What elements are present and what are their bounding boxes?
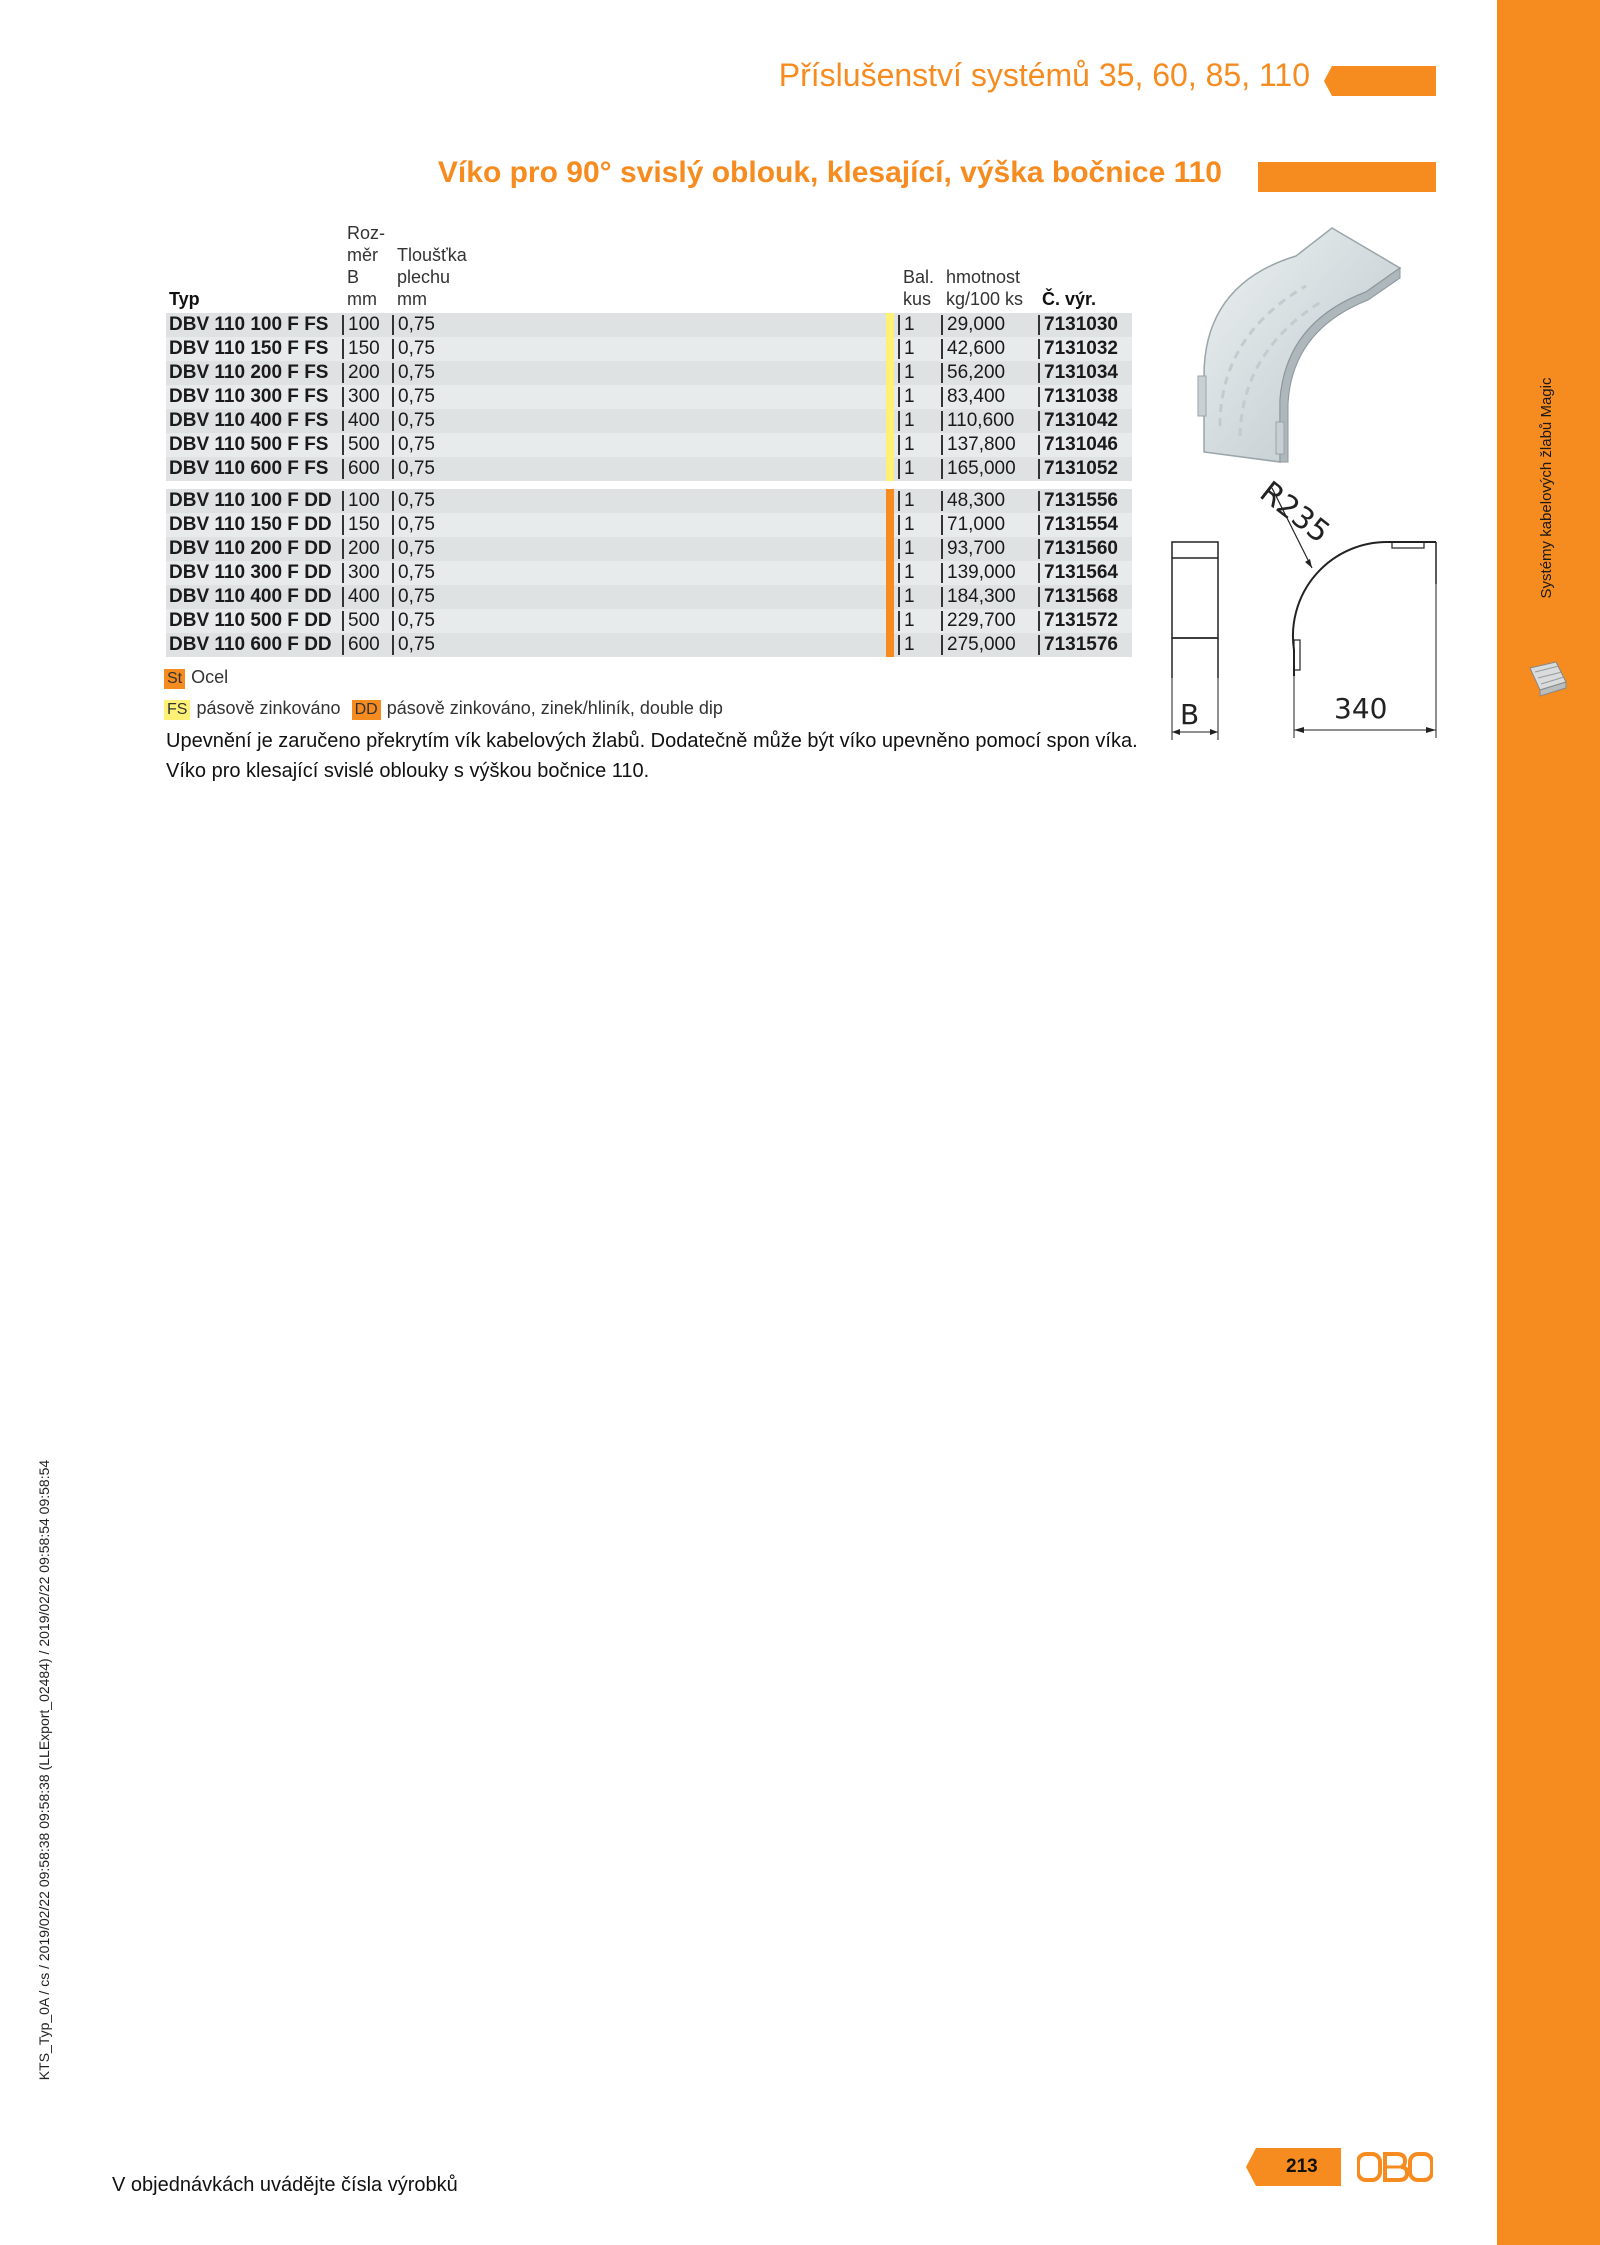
cell-article: 7131034 bbox=[1038, 363, 1118, 383]
cell-thickness: 0,75 bbox=[392, 339, 435, 359]
finish-marker-fs bbox=[886, 361, 894, 385]
description-line-2: Víko pro klesající svislé oblouky s výškou bočnice 110. bbox=[166, 760, 650, 782]
cell-dim: 100 bbox=[342, 491, 380, 511]
cell-dim: 600 bbox=[342, 459, 380, 479]
finish-marker-fs bbox=[886, 433, 894, 457]
finish-marker-dd bbox=[886, 489, 894, 513]
cell-weight: 165,000 bbox=[941, 459, 1016, 479]
cell-weight: 48,300 bbox=[941, 491, 1005, 511]
col-header-article: Č. výr. bbox=[1042, 289, 1097, 309]
cell-article: 7131038 bbox=[1038, 387, 1118, 407]
cell-qty: 1 bbox=[898, 315, 915, 335]
cell-qty: 1 bbox=[898, 411, 915, 431]
cell-type: DBV 110 400 F FS bbox=[169, 410, 329, 431]
table-row bbox=[166, 585, 1132, 609]
cell-type: DBV 110 500 F DD bbox=[169, 610, 332, 631]
cell-dim: 150 bbox=[342, 515, 380, 535]
table-row bbox=[166, 361, 1132, 385]
cell-article: 7131052 bbox=[1038, 459, 1118, 479]
cell-type: DBV 110 100 F DD bbox=[169, 490, 332, 511]
finish-marker-dd bbox=[886, 513, 894, 537]
col-header-dim-2: měr bbox=[347, 245, 378, 265]
finish-marker-dd bbox=[886, 585, 894, 609]
cell-qty: 1 bbox=[898, 539, 915, 559]
cell-dim: 100 bbox=[342, 315, 380, 335]
cell-dim: 400 bbox=[342, 411, 380, 431]
cell-thickness: 0,75 bbox=[392, 515, 435, 535]
cell-dim: 300 bbox=[342, 387, 380, 407]
cell-dim: 500 bbox=[342, 435, 380, 455]
table-row bbox=[166, 513, 1132, 537]
cell-dim: 500 bbox=[342, 611, 380, 631]
cell-type: DBV 110 300 F FS bbox=[169, 386, 329, 407]
side-band-title: Systémy kabelových žlabů Magic bbox=[1538, 377, 1555, 599]
col-header-pack-1: Bal. bbox=[903, 267, 935, 287]
section-title: Víko pro 90° svislý oblouk, klesající, výška bočnice 110 bbox=[437, 156, 1222, 189]
finish-marker-dd bbox=[886, 537, 894, 561]
cell-weight: 110,600 bbox=[941, 411, 1014, 431]
description-line-1: Upevnění je zaručeno překrytím vík kabelových žlabů. Dodatečně může být víko upevněno pomocí spon víka. bbox=[166, 730, 1138, 752]
cell-dim: 400 bbox=[342, 587, 380, 607]
finish-marker-fs bbox=[886, 337, 894, 361]
cell-type: DBV 110 500 F FS bbox=[169, 434, 329, 455]
length-label: 340 bbox=[1334, 692, 1388, 725]
cell-thickness: 0,75 bbox=[392, 635, 435, 655]
legend-label-fs: pásově zinkováno bbox=[196, 698, 341, 718]
cell-article: 7131572 bbox=[1038, 611, 1118, 631]
cell-weight: 229,700 bbox=[941, 611, 1016, 631]
col-header-thickness-1: Tloušťka bbox=[397, 245, 467, 265]
col-header-dim-1: Roz- bbox=[347, 223, 386, 243]
col-header-thickness-3: mm bbox=[397, 289, 427, 309]
table-row bbox=[166, 457, 1132, 481]
table-row bbox=[166, 337, 1132, 361]
col-header-weight-2: kg/100 ks bbox=[946, 289, 1024, 309]
cell-qty: 1 bbox=[898, 435, 915, 455]
cell-qty: 1 bbox=[898, 515, 915, 535]
radius-label: R235 bbox=[1253, 480, 1337, 551]
table-row bbox=[166, 561, 1132, 585]
cell-qty: 1 bbox=[898, 491, 915, 511]
col-header-type: Typ bbox=[169, 289, 200, 309]
col-header-weight-1: hmotnost bbox=[946, 267, 1021, 287]
legend-tag-dd: DD bbox=[352, 700, 381, 720]
cell-qty: 1 bbox=[898, 339, 915, 359]
cell-thickness: 0,75 bbox=[392, 411, 435, 431]
cell-thickness: 0,75 bbox=[392, 315, 435, 335]
col-header-thickness-2: plechu bbox=[397, 267, 451, 287]
page-number-tab bbox=[1246, 2148, 1341, 2186]
legend-tag-st: St bbox=[164, 669, 185, 689]
cell-dim: 300 bbox=[342, 563, 380, 583]
dimension-drawing bbox=[1166, 480, 1446, 751]
table-row bbox=[166, 537, 1132, 561]
col-header-pack-2: kus bbox=[903, 289, 932, 309]
cell-weight: 137,800 bbox=[941, 435, 1016, 455]
col-header-dim-3: B bbox=[347, 267, 360, 287]
table-row bbox=[166, 409, 1132, 433]
page-header-title: Příslušenství systémů 35, 60, 85, 110 bbox=[778, 57, 1310, 93]
cell-article: 7131042 bbox=[1038, 411, 1118, 431]
table-row bbox=[166, 385, 1132, 409]
cell-type: DBV 110 600 F FS bbox=[169, 458, 329, 479]
legend-finish bbox=[164, 698, 723, 720]
product-photo bbox=[1196, 226, 1410, 469]
cell-article: 7131556 bbox=[1038, 491, 1118, 511]
document-code: KTS_Typ_0A / cs / 2019/02/22 09:58:38 09:58:38 (LLExport_02484) / 2019/02/22 09:58:54 09:58:54 bbox=[36, 1459, 52, 2081]
cell-article: 7131032 bbox=[1038, 339, 1118, 359]
cell-article: 7131046 bbox=[1038, 435, 1118, 455]
cell-article: 7131030 bbox=[1038, 315, 1118, 335]
cell-dim: 200 bbox=[342, 539, 380, 559]
cell-qty: 1 bbox=[898, 459, 915, 479]
cell-type: DBV 110 150 F DD bbox=[169, 514, 332, 535]
cell-weight: 71,000 bbox=[941, 515, 1005, 535]
finish-marker-fs bbox=[886, 385, 894, 409]
cell-type: DBV 110 200 F DD bbox=[169, 538, 332, 559]
header-tab-marker bbox=[1324, 66, 1436, 101]
cell-dim: 150 bbox=[342, 339, 380, 359]
cell-weight: 42,600 bbox=[941, 339, 1005, 359]
finish-marker-fs bbox=[886, 409, 894, 433]
cell-qty: 1 bbox=[898, 635, 915, 655]
cell-thickness: 0,75 bbox=[392, 611, 435, 631]
cell-qty: 1 bbox=[898, 563, 915, 583]
cell-article: 7131554 bbox=[1038, 515, 1118, 535]
width-label: B bbox=[1180, 698, 1200, 731]
cell-weight: 29,000 bbox=[941, 315, 1005, 335]
page-number: 213 bbox=[1286, 2156, 1318, 2177]
col-header-dim-4: mm bbox=[347, 289, 377, 309]
legend-tag-fs: FS bbox=[164, 700, 190, 720]
footer-note: V objednávkách uvádějte čísla výrobků bbox=[112, 2174, 458, 2196]
table-row bbox=[166, 609, 1132, 633]
cell-weight: 83,400 bbox=[941, 387, 1005, 407]
cell-article: 7131560 bbox=[1038, 539, 1118, 559]
table-row bbox=[166, 633, 1132, 657]
cell-type: DBV 110 150 F FS bbox=[169, 338, 329, 359]
cell-dim: 600 bbox=[342, 635, 380, 655]
cell-thickness: 0,75 bbox=[392, 539, 435, 559]
cell-qty: 1 bbox=[898, 611, 915, 631]
cell-qty: 1 bbox=[898, 587, 915, 607]
cell-type: DBV 110 400 F DD bbox=[169, 586, 332, 607]
legend-label-dd: pásově zinkováno, zinek/hliník, double dip bbox=[386, 698, 723, 718]
finish-marker-fs bbox=[886, 313, 894, 337]
cell-weight: 56,200 bbox=[941, 363, 1005, 383]
obo-logo bbox=[1357, 2152, 1433, 2187]
legend-label-st: Ocel bbox=[191, 667, 229, 687]
cell-thickness: 0,75 bbox=[392, 587, 435, 607]
table-row bbox=[166, 489, 1132, 513]
cell-weight: 139,000 bbox=[941, 563, 1016, 583]
section-title-bar bbox=[1258, 162, 1436, 192]
cell-dim: 200 bbox=[342, 363, 380, 383]
cell-qty: 1 bbox=[898, 387, 915, 407]
cell-type: DBV 110 300 F DD bbox=[169, 562, 332, 583]
finish-marker-dd bbox=[886, 633, 894, 657]
cell-weight: 184,300 bbox=[941, 587, 1016, 607]
cell-thickness: 0,75 bbox=[392, 491, 435, 511]
cell-thickness: 0,75 bbox=[392, 363, 435, 383]
cell-thickness: 0,75 bbox=[392, 387, 435, 407]
cell-thickness: 0,75 bbox=[392, 459, 435, 479]
table-row bbox=[166, 433, 1132, 457]
cable-tray-icon bbox=[1526, 660, 1570, 705]
cell-weight: 275,000 bbox=[941, 635, 1016, 655]
finish-marker-dd bbox=[886, 561, 894, 585]
legend-st bbox=[164, 667, 228, 689]
finish-marker-fs bbox=[886, 457, 894, 481]
cell-article: 7131564 bbox=[1038, 563, 1118, 583]
cell-qty: 1 bbox=[898, 363, 915, 383]
cell-thickness: 0,75 bbox=[392, 563, 435, 583]
cell-type: DBV 110 600 F DD bbox=[169, 634, 332, 655]
cell-type: DBV 110 200 F FS bbox=[169, 362, 329, 383]
cell-thickness: 0,75 bbox=[392, 435, 435, 455]
cell-article: 7131568 bbox=[1038, 587, 1118, 607]
table-row bbox=[166, 313, 1132, 337]
cell-article: 7131576 bbox=[1038, 635, 1118, 655]
cell-type: DBV 110 100 F FS bbox=[169, 314, 329, 335]
finish-marker-dd bbox=[886, 609, 894, 633]
cell-weight: 93,700 bbox=[941, 539, 1005, 559]
